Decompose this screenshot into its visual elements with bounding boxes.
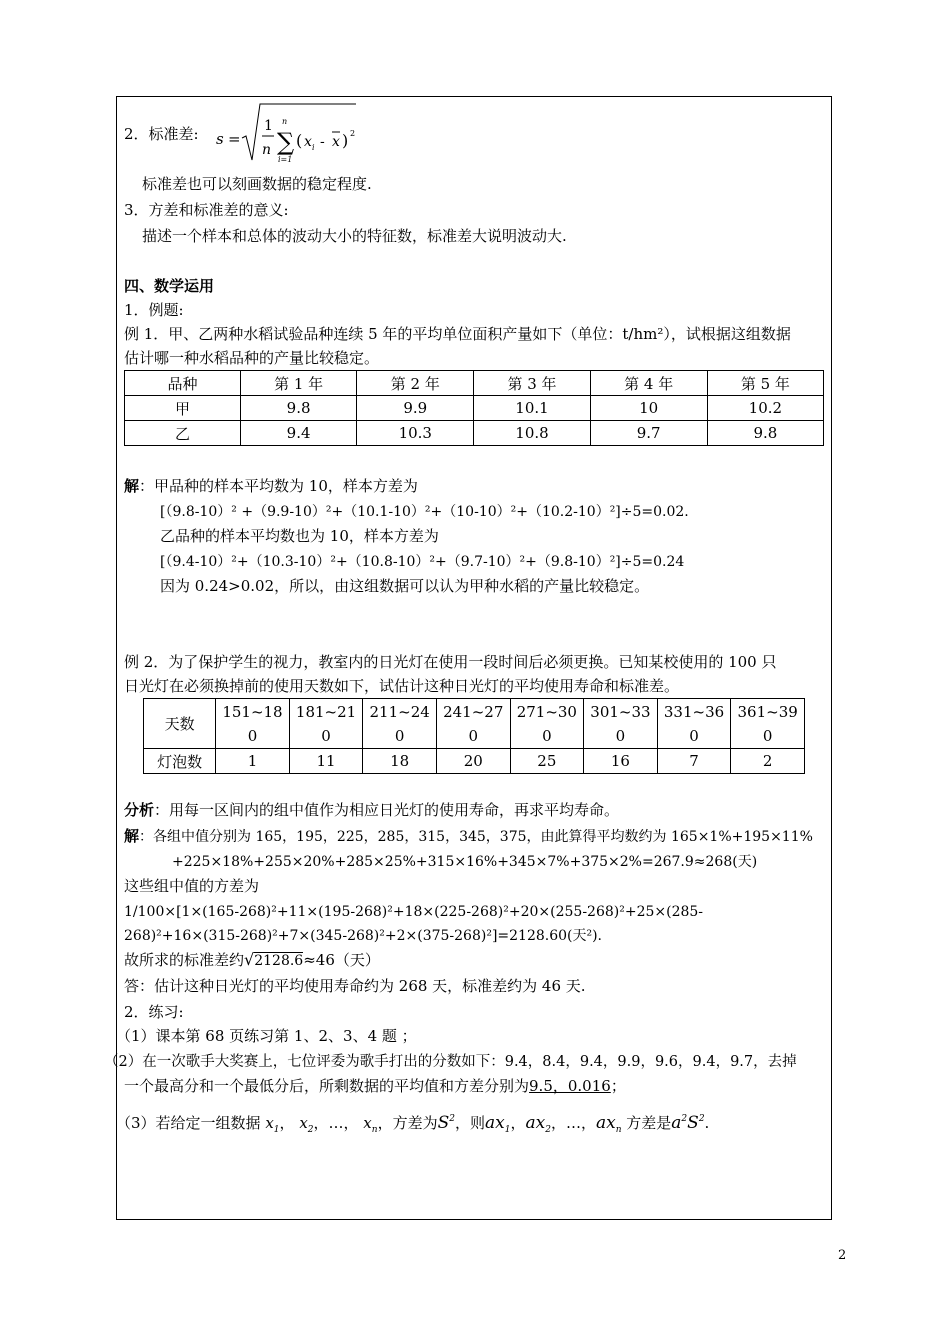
range-bottom: 0 (762, 726, 773, 745)
svg-text:∑: ∑ (277, 128, 295, 156)
meaning-title: 3．方差和标准差的意义: (124, 201, 289, 219)
practice-answer: 9.5，0.016 (529, 1077, 611, 1095)
table-cell: 第 3 年 (474, 371, 590, 396)
math-x1: $x_1$ (265, 1114, 280, 1135)
solution2-line2: +225×18%+255×20%+285×25%+315×16%+345×7%+375×2%=267.9≈268(天) (172, 854, 758, 870)
range-bottom: 0 (689, 726, 699, 745)
table-cell: 10.8 (474, 421, 590, 446)
table-cell: 10.3 (357, 421, 474, 446)
section-title: 四、数学运用 (124, 277, 215, 295)
table-cell: 2 (731, 749, 805, 774)
svg-text:i=1: i=1 (278, 155, 293, 164)
practice-text: 一个最高分和一个最低分后，所剩数据的平均值和方差分别为 (124, 1077, 530, 1095)
page-number: 2 (838, 1248, 847, 1263)
svg-text:-: - (320, 134, 325, 150)
range-bottom: 0 (615, 726, 626, 745)
solution1-line2: [（9.8-10）² +（9.9-10）²+（10.1-10）²+（10-10）²+（10.2-10）²]÷5=0.02. (160, 504, 689, 520)
practice-text: （3）若给定一组数据 (116, 1114, 261, 1132)
range-top: 271~30 (516, 702, 577, 721)
solution2-line3: 这些组中值的方差为 (124, 877, 260, 895)
table-cell: 18 (363, 749, 437, 774)
std-desc: 标准差也可以刻画数据的稳定程度. (142, 175, 372, 193)
meaning-desc: 描述一个样本和总体的波动大小的特征数，标准差大说明波动大. (142, 227, 567, 245)
table-cell: 9.8 (241, 396, 357, 421)
practice-item-2-line1: （2）在一次歌手大奖赛上，七位评委为歌手打出的分数如下：9.4，8.4，9.4，9.9，9.6，9.4，9.7，去掉 (104, 1054, 797, 1070)
table-cell (657, 699, 731, 749)
range-top: 181~21 (295, 702, 357, 721)
table-cell: 1 (216, 749, 290, 774)
yield-table (124, 370, 824, 446)
solution1-line5: 因为 0.24>0.02，所以，由这组数据可以认为甲种水稻的产量比较稳定。 (160, 577, 650, 595)
range-top: 301~33 (590, 702, 651, 721)
solution-label: 解 (124, 477, 140, 495)
table-cell (363, 699, 437, 749)
table-row (125, 371, 824, 396)
table-cell: 16 (584, 749, 658, 774)
table-cell (584, 699, 658, 749)
table-cell (436, 699, 510, 749)
solution2-line4: 1/100×[1×(165-268)²+11×(195-268)²+18×(225-268)²+20×(255-268)²+25×(285- (124, 904, 704, 920)
svg-text:=: = (228, 130, 241, 148)
practice-item-2-line2 (124, 1076, 626, 1096)
table-cell: 第 4 年 (590, 371, 707, 396)
svg-text:x: x (304, 134, 312, 150)
solution-text: ：各组中值分别为 165，195，225，285，315，345，375，由此算得平均数约为 165×1%+195×11% (139, 829, 813, 845)
examples-title: 1．例题: (124, 301, 184, 319)
solution-label: 解 (124, 827, 140, 845)
table-cell: 9.4 (241, 421, 357, 446)
math-ax2: $ax_2$ (525, 1113, 551, 1135)
solution2-line7: 答：估计这种日光灯的平均使用寿命约为 268 天，标准差约为 46 天. (124, 977, 586, 995)
math-ax1: $ax_1$ (484, 1113, 511, 1135)
range-bottom: 0 (542, 726, 552, 745)
range-bottom: 0 (321, 726, 331, 745)
solution-text: ≈46（天） (303, 951, 380, 969)
std-label: 2．标准差: (124, 125, 199, 143)
svg-text:n: n (262, 142, 272, 158)
table-cell: 第 1 年 (241, 371, 357, 396)
table-cell: 10 (590, 396, 707, 421)
practice-text: ； (610, 1077, 626, 1095)
table-row (144, 699, 805, 749)
example1-line1: 例 1．甲、乙两种水稻试验品种连续 5 年的平均单位面积产量如下（单位：t/hm²），试根据这组数据 (124, 325, 791, 343)
svg-text:x: x (332, 134, 340, 150)
solution1-line1 (124, 476, 418, 496)
math-axn: $ax_n$ (595, 1113, 622, 1135)
range-top: 241~27 (443, 702, 504, 721)
table-cell: 9.9 (357, 396, 474, 421)
range-top: 331~36 (663, 702, 725, 721)
svg-text:i: i (312, 143, 315, 152)
table-cell: 20 (436, 749, 510, 774)
table-row (125, 396, 824, 421)
table-cell: 10.1 (474, 396, 590, 421)
solution2-line6 (124, 950, 380, 971)
table-cell: 10.2 (707, 396, 823, 421)
svg-text:2: 2 (350, 129, 356, 138)
range-bottom: 0 (394, 726, 405, 745)
svg-text:1: 1 (264, 118, 273, 134)
table-cell (510, 699, 584, 749)
table-cell: 甲 (125, 396, 241, 421)
table-cell (216, 699, 290, 749)
solution1-line3: 乙品种的样本平均数也为 10，样本方差为 (160, 527, 439, 545)
sqrt-symbol: √ (244, 950, 255, 969)
analysis-label: 分析 (124, 801, 155, 819)
math-s2: $S^2$ (437, 1113, 455, 1133)
svg-text:n: n (282, 117, 288, 126)
example2-line1: 例 2．为了保护学生的视力，教室内的日光灯在使用一段时间后必须更换。已知某校使用的 100 只 (124, 653, 777, 671)
table-cell (289, 699, 363, 749)
sqrt-value: 2128.6 (254, 953, 304, 969)
table-cell: 第 2 年 (357, 371, 474, 396)
example2-line2: 日光灯在必须换掉前的使用天数如下，试估计这种日光灯的平均使用寿命和标准差。 (124, 677, 680, 695)
range-top: 361~39 (737, 702, 798, 721)
math-x2: $x_2$ (299, 1114, 314, 1135)
table-cell: 11 (289, 749, 363, 774)
range-top: 151~18 (222, 702, 283, 721)
solution-text: 故所求的标准差约 (124, 951, 245, 969)
table-cell (731, 699, 805, 749)
practice-text: ，方差为 (377, 1114, 438, 1132)
svg-text:s: s (216, 130, 224, 148)
table-row (144, 749, 805, 774)
practice-item-1: （1）课本第 68 页练习第 1、2、3、4 题 ； (116, 1027, 417, 1045)
lamp-table (143, 698, 805, 774)
analysis-line (124, 800, 619, 820)
practice-title: 2．练习: (124, 1003, 184, 1021)
table-cell: 品种 (125, 371, 241, 396)
solution-text: ：甲品种的样本平均数为 10，样本方差为 (139, 477, 418, 495)
solution1-line4: [（9.4-10）²+（10.3-10）²+（10.8-10）²+（9.7-10）²+（9.8-10）²]÷5=0.24 (160, 554, 685, 570)
solution2-line5: 268)²+16×(315-268)²+7×(345-268)²+2×(375-268)²]=2128.60(天²). (124, 928, 603, 944)
math-xn: $x_n$ (363, 1114, 378, 1135)
table-cell: 乙 (125, 421, 241, 446)
table-cell: 9.7 (590, 421, 707, 446)
practice-item-3: （3）若给定一组数据 $x_1$， $x_2$，…， $x_n$，方差为$S^2$，则$ax_1$，$ax_2$，…，$ax_n$ 方差是$a^2S^2$. (116, 1113, 710, 1135)
table-cell: 第 5 年 (707, 371, 823, 396)
table-row (125, 421, 824, 446)
table-cell: 25 (510, 749, 584, 774)
svg-text:): ) (342, 131, 349, 150)
range-bottom: 0 (247, 726, 258, 745)
table-cell: 天数 (144, 699, 216, 749)
svg-text:(: ( (296, 131, 303, 150)
practice-text: 方差是 (626, 1114, 672, 1132)
practice-text: ，则 (454, 1114, 485, 1132)
solution2-line1 (124, 826, 813, 847)
table-cell: 灯泡数 (144, 749, 216, 774)
std-formula (214, 100, 364, 166)
range-top: 211~24 (369, 702, 430, 721)
table-cell: 7 (657, 749, 731, 774)
analysis-text: ：用每一区间内的组中值作为相应日光灯的使用寿命，再求平均寿命。 (154, 801, 620, 819)
table-cell: 9.8 (707, 421, 823, 446)
math-a2s2: $a^2S^2$ (671, 1113, 705, 1133)
example1-line2: 估计哪一种水稻品种的产量比较稳定。 (124, 349, 380, 367)
range-bottom: 0 (468, 726, 479, 745)
